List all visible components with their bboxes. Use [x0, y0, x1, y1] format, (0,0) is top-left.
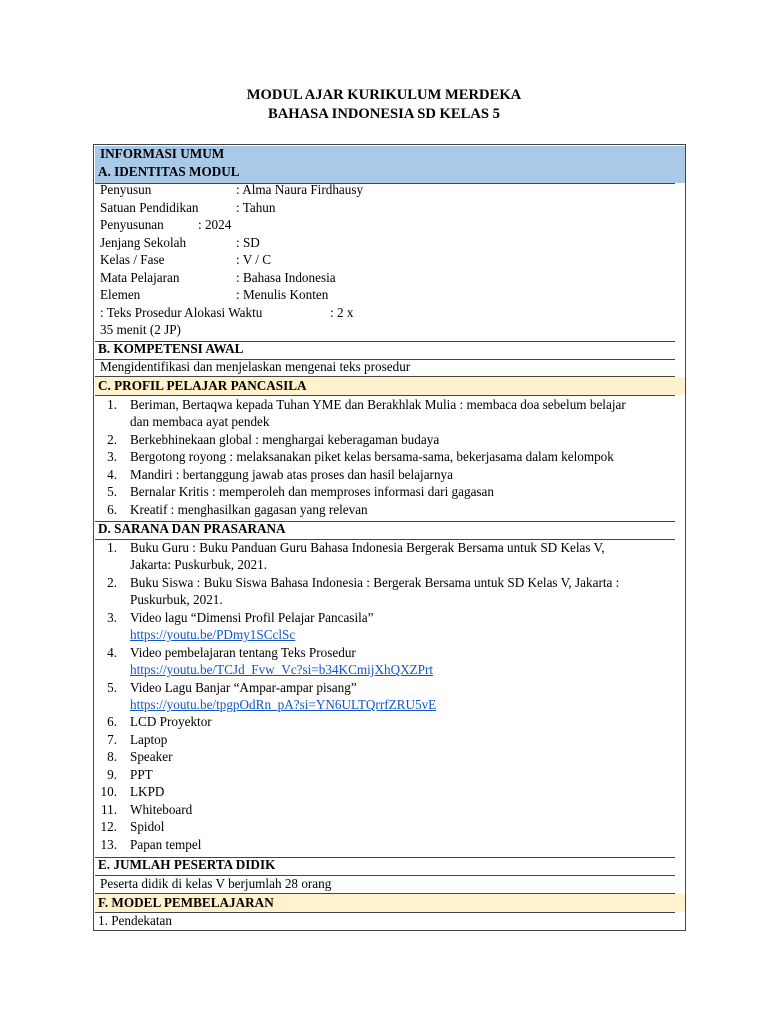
list-item: LCD Proyektor	[130, 714, 212, 729]
list-item-number: 11.	[101, 802, 117, 817]
elemen-label: Elemen	[100, 287, 141, 302]
section-c-heading: C. PROFIL PELAJAR PANCASILA	[98, 378, 307, 393]
list-item: Mandiri : bertanggung jawab atas proses dan hasil belajarnya	[130, 467, 453, 482]
list-item: Laptop	[130, 732, 168, 747]
youtube-link[interactable]: https://youtu.be/tpgpOdRn_pA?si=YN6ULTQrrfZRU5vE	[130, 697, 437, 712]
satuan-label: Satuan Pendidikan	[100, 200, 199, 215]
list-item: Spidol	[130, 819, 165, 834]
mapel-label: Mata Pelajaran	[100, 270, 180, 285]
list-item: Speaker	[130, 749, 173, 764]
section-a-heading: A. IDENTITAS MODUL	[98, 164, 240, 179]
youtube-link[interactable]: https://youtu.be/TCJd_Fvw_Vc?si=b34KCmijXhQXZPrt	[130, 662, 434, 677]
list-item-number: 6.	[107, 714, 117, 729]
list-item: Papan tempel	[130, 837, 202, 852]
section-f-heading: F. MODEL PEMBELAJARAN	[98, 895, 274, 910]
list-item: Berkebhinekaan global : menghargai keberagaman budaya	[130, 432, 440, 447]
section-e-heading: E. JUMLAH PESERTA DIDIK	[98, 857, 276, 872]
section-b-text: Mengidentifikasi dan menjelaskan mengenai teks prosedur	[100, 359, 411, 374]
list-item: Buku Guru : Buku Panduan Guru Bahasa Indonesia Bergerak Bersama untuk SD Kelas V,	[130, 540, 605, 555]
penyusunan-label: Penyusunan	[100, 217, 164, 232]
list-item-number: 1.	[107, 540, 117, 555]
jenjang-value: : SD	[236, 235, 260, 250]
elemen-value: : Menulis Konten	[236, 287, 329, 302]
list-item: Whiteboard	[130, 802, 193, 817]
list-item-number: 7.	[107, 732, 117, 747]
list-item-continued: dan membaca ayat pendek	[130, 414, 270, 429]
module-info-table	[93, 144, 686, 931]
alokasi-menit: 35 menit (2 JP)	[100, 322, 181, 337]
list-item: Buku Siswa : Buku Siswa Bahasa Indonesia : Bergerak Bersama untuk SD Kelas V, Jakarta :	[130, 575, 620, 590]
list-item-number: 4.	[107, 645, 117, 660]
satuan-value: : Tahun	[236, 200, 276, 215]
kelas-value: : V / C	[236, 252, 272, 267]
section-d-heading: D. SARANA DAN PRASARANA	[98, 521, 286, 536]
list-item-number: 5.	[107, 484, 117, 499]
pendekatan-item: 1. Pendekatan	[98, 913, 172, 928]
list-item: Video Lagu Banjar “Ampar-ampar pisang”	[130, 680, 357, 695]
list-item-number: 12.	[100, 819, 117, 834]
list-item-number: 3.	[107, 449, 117, 464]
alokasi-waktu-value: : 2 x	[330, 305, 354, 320]
list-item: Beriman, Bertaqwa kepada Tuhan YME dan Berakhlak Mulia : membaca doa sebelum belajar	[130, 397, 626, 412]
teks-prosedur-label: : Teks Prosedur Alokasi Waktu	[100, 305, 263, 320]
list-item: PPT	[130, 767, 153, 782]
list-item-number: 10.	[100, 784, 117, 799]
list-item: LKPD	[130, 784, 165, 799]
divider	[95, 183, 675, 184]
info-umum-heading: INFORMASI UMUM	[100, 146, 225, 161]
youtube-link[interactable]: https://youtu.be/PDmy1SCclSc	[130, 627, 296, 642]
list-item-continued: Jakarta: Puskurbuk, 2021.	[130, 557, 267, 572]
kelas-label: Kelas / Fase	[100, 252, 165, 267]
penyusun-label: Penyusun	[100, 182, 152, 197]
list-item: Video pembelajaran tentang Teks Prosedur	[130, 645, 356, 660]
list-item-number: 4.	[107, 467, 117, 482]
list-item-number: 8.	[107, 749, 117, 764]
list-item-number: 9.	[107, 767, 117, 782]
document-title-line1: MODUL AJAR KURIKULUM MERDEKA	[246, 87, 522, 103]
divider	[95, 912, 675, 913]
list-item: Bergotong royong : melaksanakan piket kelas bersama-sama, bekerjasama dalam kelompok	[130, 449, 614, 464]
list-item-continued: Puskurbuk, 2021.	[130, 592, 223, 607]
penyusun-value: : Alma Naura Firdhausy	[236, 182, 364, 197]
list-item-number: 2.	[107, 432, 117, 447]
list-item: Kreatif : menghasilkan gagasan yang relevan	[130, 502, 368, 517]
list-item-number: 2.	[107, 575, 117, 590]
section-b-heading: B. KOMPETENSI AWAL	[98, 341, 244, 356]
list-item-number: 5.	[107, 680, 117, 695]
list-item: Video lagu “Dimensi Profil Pelajar Pancasila”	[130, 610, 374, 625]
list-item-number: 1.	[107, 397, 117, 412]
list-item: Bernalar Kritis : memperoleh dan memproses informasi dari gagasan	[130, 484, 495, 499]
penyusunan-value: : 2024	[198, 217, 232, 232]
mapel-value: : Bahasa Indonesia	[236, 270, 336, 285]
jenjang-label: Jenjang Sekolah	[100, 235, 187, 250]
section-e-text: Peserta didik di kelas V berjumlah 28 orang	[100, 876, 332, 891]
list-item-number: 6.	[107, 502, 117, 517]
document-title-line2: BAHASA INDONESIA SD KELAS 5	[268, 106, 500, 122]
list-item-number: 13.	[100, 837, 117, 852]
list-item-number: 3.	[107, 610, 117, 625]
